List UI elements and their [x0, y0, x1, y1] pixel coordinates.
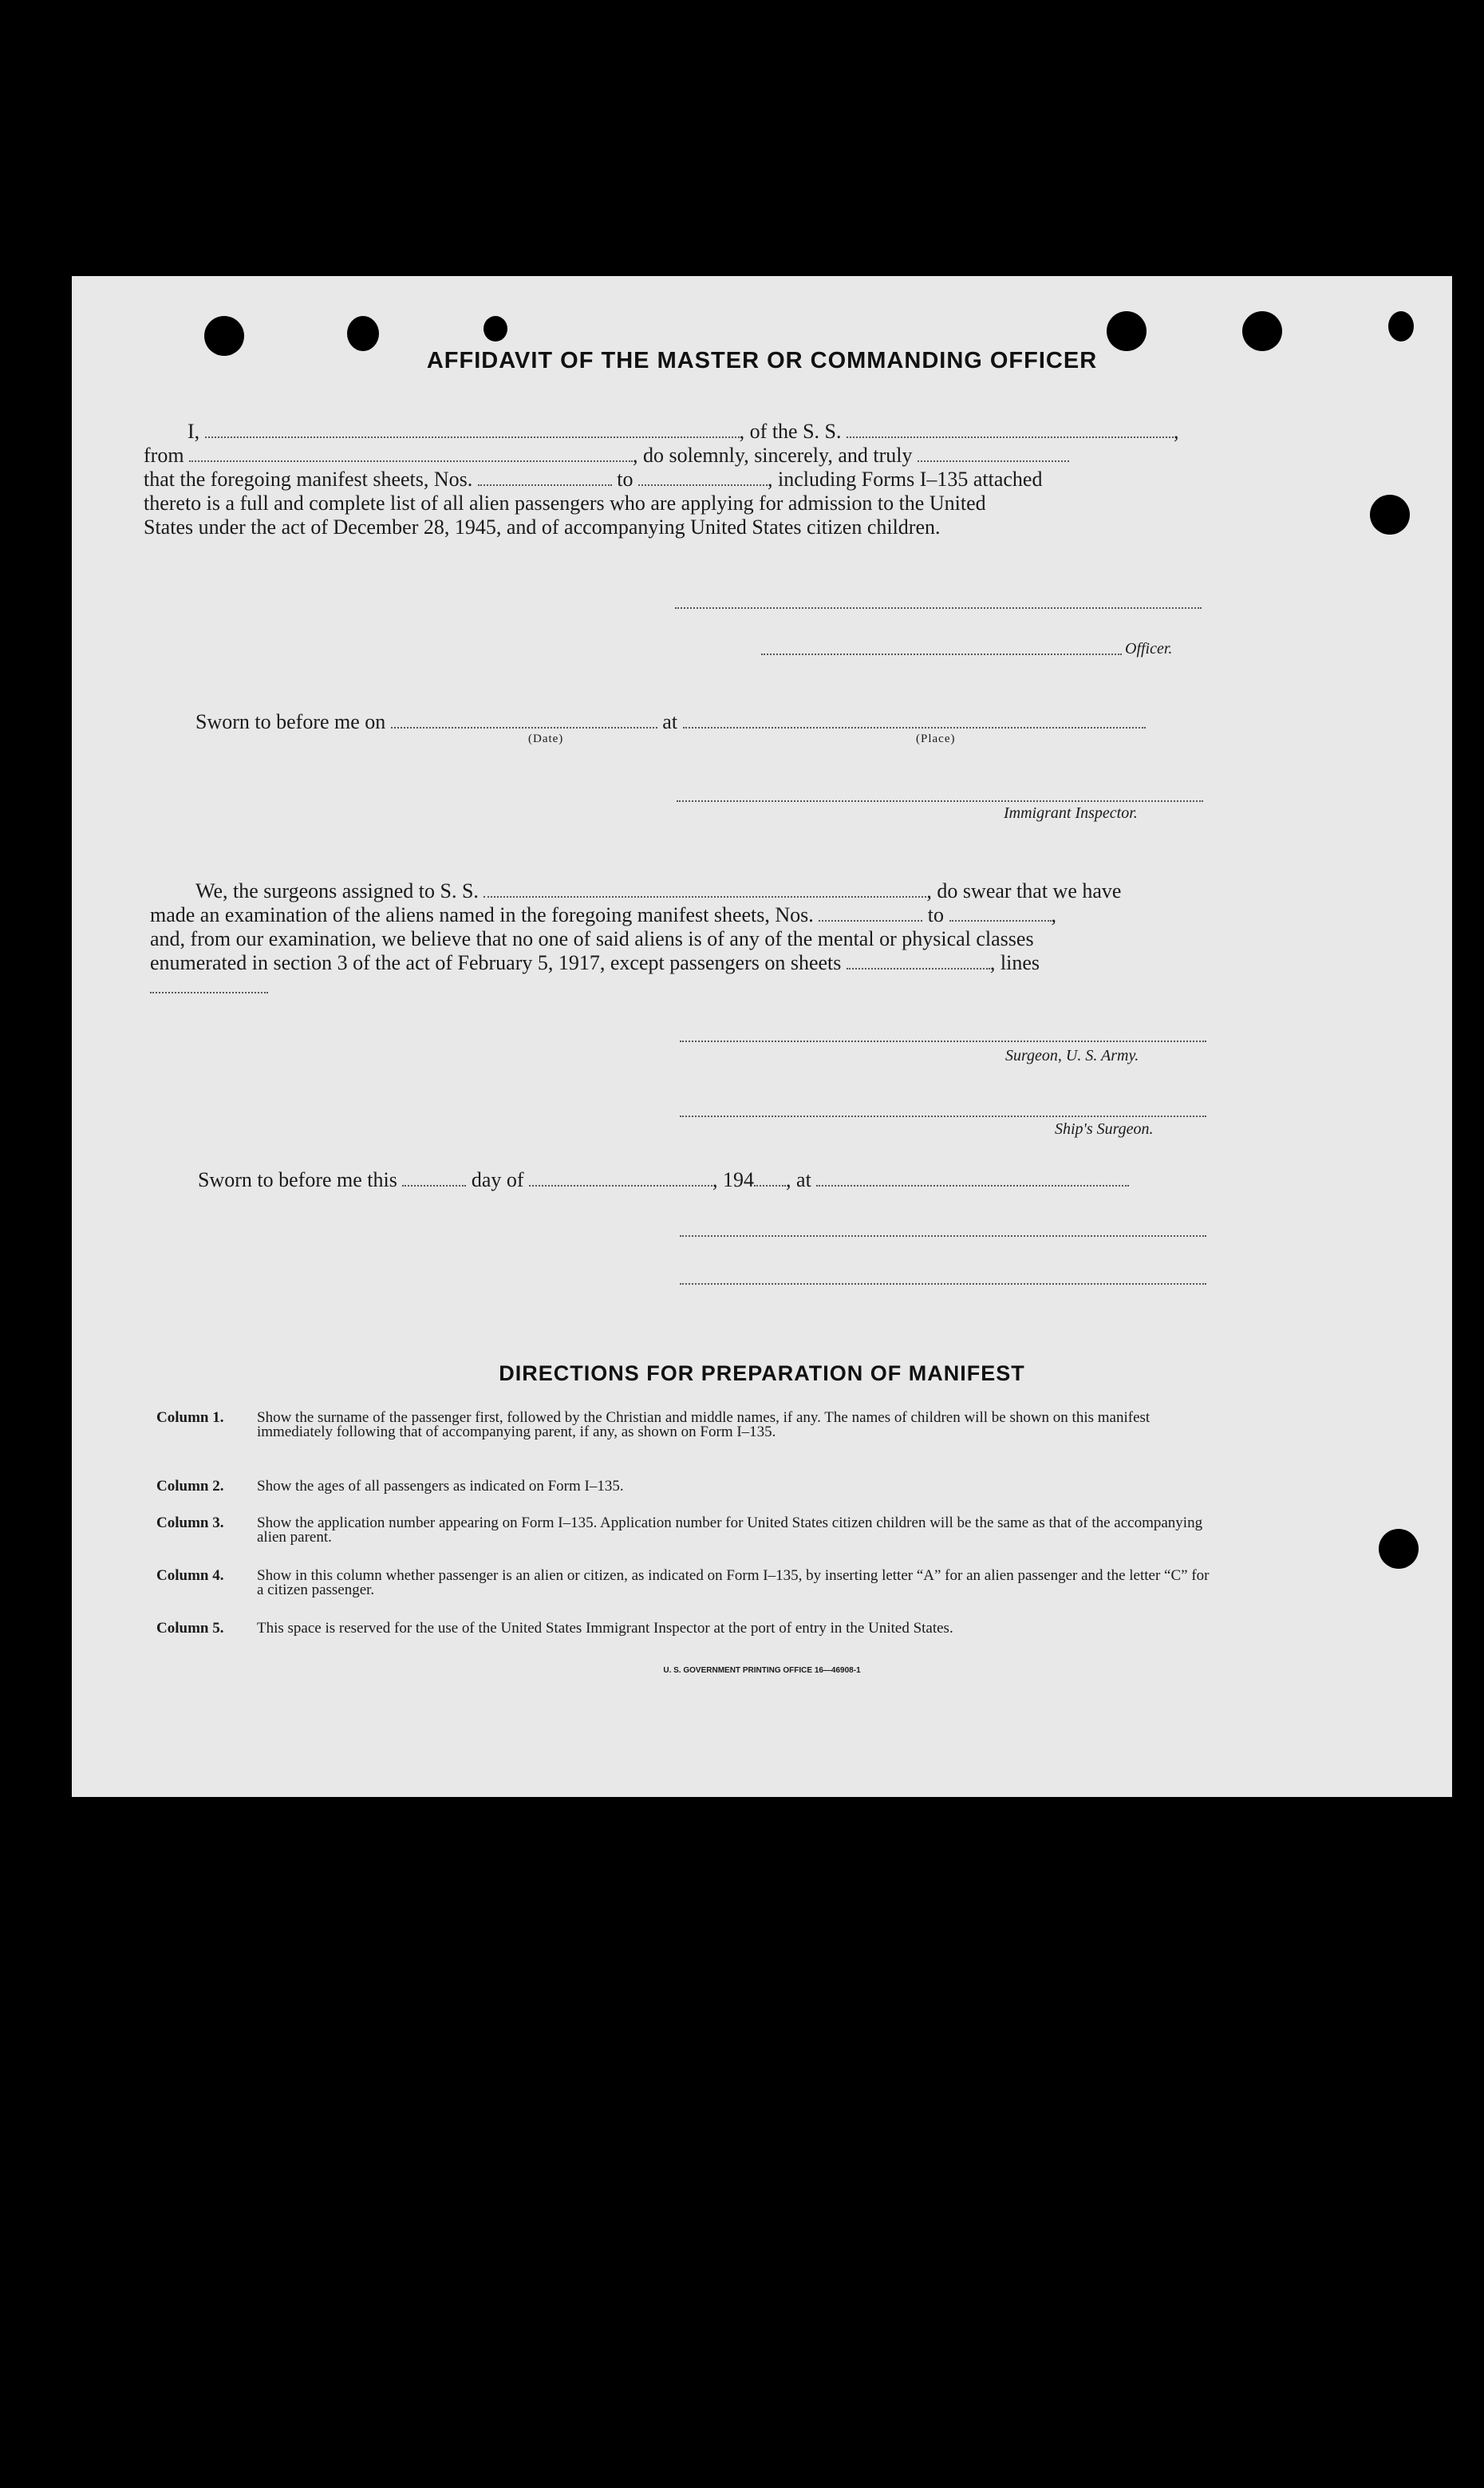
- direction-text: This space is reserved for the use of the United States Immigrant Inspector at the port of entry in the United States.: [257, 1620, 953, 1637]
- surgeon-sheet-to-field[interactable]: [949, 904, 1052, 922]
- sworn-day-line: Sworn to before me this day of , 194 , at: [198, 1168, 1129, 1192]
- place-field[interactable]: [683, 711, 1146, 729]
- inspector-label: Immigrant Inspector.: [1004, 804, 1138, 822]
- direction-text: Show the surname of the passenger first, followed by the Christian and middle names, if any. The names of children will be shown on this manifest immediately following that of accompanying parent, if any, as shown on Form I–135.: [257, 1409, 1150, 1440]
- direction-text: Show in this column whether passenger is an alien or citizen, as indicated on Form I–135, by inserting letter “A” for an alien passenger and the letter “C” for a citizen passenger.: [257, 1567, 1210, 1598]
- punch-hole: [347, 316, 379, 351]
- column-label: Column 1.: [156, 1409, 224, 1426]
- surgeons-line-1: We, the surgeons assigned to S. S. , do swear that we have: [195, 879, 1122, 902]
- punch-hole: [1379, 1529, 1419, 1569]
- inspector-signature-line[interactable]: [677, 800, 1203, 802]
- column-label: Column 2.: [156, 1478, 224, 1495]
- direction-item: [156, 1479, 1297, 1499]
- officer-signature-line-2[interactable]: [680, 1235, 1206, 1237]
- direction-item: [156, 1569, 1297, 1601]
- sheet-to-field[interactable]: [638, 468, 768, 486]
- surgeon-ship-field[interactable]: [483, 880, 926, 898]
- printing-office-footer: U. S. GOVERNMENT PRINTING OFFICE 16—46908-1: [663, 1666, 861, 1675]
- surgeons-line-2: made an examination of the aliens named in the foregoing manifest sheets, Nos. to ,: [150, 903, 1056, 926]
- affidavit-line-5: States under the act of December 28, 1945, and of accompanying United States citizen children.: [144, 515, 941, 539]
- affidavit-line-3: that the foregoing manifest sheets, Nos. to , including Forms I–135 attached: [144, 468, 1043, 491]
- from-field[interactable]: [189, 444, 633, 462]
- column-label: Column 3.: [156, 1515, 224, 1531]
- directions-title: DIRECTIONS FOR PREPARATION OF MANIFEST: [499, 1361, 1025, 1385]
- affidavit-line-1: I, , of the S. S. ,: [187, 420, 1179, 443]
- except-sheets-field[interactable]: [847, 952, 990, 970]
- sworn-place-field[interactable]: [816, 1169, 1129, 1187]
- date-field[interactable]: [391, 711, 657, 729]
- punch-hole: [1242, 311, 1282, 351]
- month-field[interactable]: [529, 1169, 712, 1187]
- ship-surgeon-signature-line[interactable]: [680, 1116, 1206, 1117]
- place-caption: (Place): [916, 733, 956, 745]
- affidavit-line-4: thereto is a full and complete list of all alien passengers who are applying for admission to the United: [144, 492, 986, 515]
- direction-text: Show the ages of all passengers as indicated on Form I–135.: [257, 1478, 624, 1495]
- direction-item: [156, 1621, 1297, 1653]
- surgeons-line-4: enumerated in section 3 of the act of February 5, 1917, except passengers on sheets , lines: [150, 951, 1040, 974]
- punch-hole: [1388, 311, 1414, 342]
- column-label: Column 4.: [156, 1567, 224, 1584]
- ship-name-field[interactable]: [847, 421, 1174, 438]
- ship-surgeon-label: Ship's Surgeon.: [1055, 1120, 1154, 1138]
- truly-field[interactable]: [918, 444, 1069, 462]
- year-field[interactable]: [754, 1169, 786, 1187]
- sworn-line: Sworn to before me on at: [195, 710, 1146, 734]
- sheet-from-field[interactable]: [478, 468, 612, 486]
- surgeons-line-5: [150, 975, 268, 999]
- direction-item: [156, 1411, 1297, 1459]
- date-caption: (Date): [528, 733, 564, 745]
- army-surgeon-label: Surgeon, U. S. Army.: [1005, 1047, 1139, 1064]
- day-field[interactable]: [402, 1169, 466, 1187]
- affidavit-line-2: from , do solemnly, sincerely, and truly: [144, 444, 1069, 468]
- punch-hole: [1107, 311, 1147, 351]
- form-sheet: [72, 276, 1452, 1797]
- surgeon-sheet-from-field[interactable]: [819, 904, 922, 922]
- lines-field[interactable]: [150, 976, 268, 993]
- column-label: Column 5.: [156, 1620, 224, 1637]
- officer-signature-line[interactable]: [761, 654, 1122, 655]
- officer-label: Officer.: [1125, 640, 1173, 658]
- signature-line[interactable]: [675, 607, 1202, 609]
- direction-item: [156, 1516, 1297, 1548]
- punch-hole: [483, 316, 507, 342]
- army-surgeon-signature-line[interactable]: [680, 1041, 1206, 1042]
- surgeons-line-3: and, from our examination, we believe that no one of said aliens is of any of the mental or physical classes: [150, 927, 1034, 950]
- punch-hole: [1370, 495, 1410, 535]
- name-field[interactable]: [205, 421, 740, 438]
- direction-text: Show the application number appearing on Form I–135. Application number for United States citizen children will be the same as that of the accompanying alien parent.: [257, 1515, 1203, 1546]
- affidavit-title: AFFIDAVIT OF THE MASTER OR COMMANDING OFFICER: [426, 348, 1098, 373]
- officer-title-line-2[interactable]: [680, 1283, 1206, 1285]
